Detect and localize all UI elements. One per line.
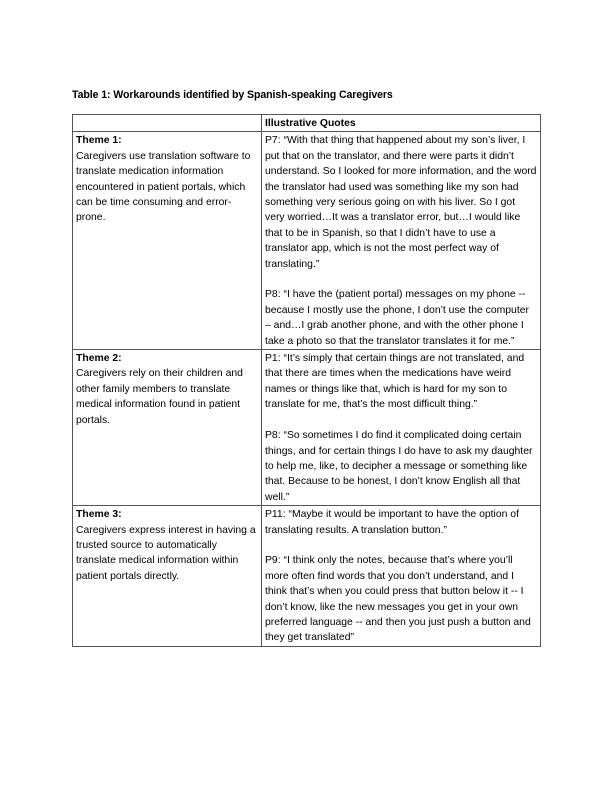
quote-text: P7: “With that thing that happened about my son’s liver, I put that on the translator, and there were parts it didn’t understand. So I looked for more information, and the word the translator had used was something like my son had something very serious going on with his liver. So I got very worried…It was a translator error, but…I would like that to be in Spanish, so that I didn’t have to use a translator app, which is not the most perfect way of translating.” [265,135,537,270]
quote-text: P1: “It’s simply that certain things are not translated, and that there are times when the medications have weird names or things like that, which is hard for my son to translate for me, that’s the most difficult thing.” [265,353,525,411]
workarounds-table [72,114,541,647]
theme-title: Theme 3: [76,509,122,521]
column-header-theme [73,115,262,132]
theme-description: Caregivers express interest in having a trusted source to automatically translate medical information within patient portals directly. [76,524,256,582]
theme-description: Caregivers use translation software to translate medication information encountered in patient portals, which can be time consuming and error-prone. [76,150,251,224]
theme-description: Caregivers rely on their children and other family members to translate medical information found in patient portals. [76,368,243,426]
quote-text: P9: “I think only the notes, because that’s where you’ll more often find words that you don’t understand, and I think that’s when you could press that button below it -- I don’t know, like the new messages you get in your own preferred language -- and then you just push a button and they get translated” [265,555,531,644]
table-row [73,350,541,506]
quote-text: P8: “I have the (patient portal) messages on my phone -- because I mostly use the phone, I don’t use the computer – and…I grab another phone, and with the other phone I take a photo so that the translator translates it for me.” [265,289,529,347]
theme-title: Theme 1: [76,135,122,147]
theme-cell [73,506,262,647]
quotes-cell [262,350,541,506]
theme-cell [73,350,262,506]
quotes-cell [262,506,541,647]
quotes-cell [262,132,541,350]
column-header-quotes: Illustrative Quotes [262,115,541,132]
table-row [73,506,541,647]
table-row [73,132,541,350]
table-caption: Table 1: Workarounds identified by Spanish-speaking Caregivers [72,89,393,101]
quote-text: P11: “Maybe it would be important to have the option of translating results. A translation button.” [265,509,519,536]
table-header-row [73,115,541,132]
quote-text: P8: “So sometimes I do find it complicated doing certain things, and for certain things I do have to ask my daughter to help me, like, to decipher a message or something like that. Because to be honest, I don’t know English all that well.” [265,430,533,503]
theme-cell [73,132,262,350]
theme-title: Theme 2: [76,353,122,365]
